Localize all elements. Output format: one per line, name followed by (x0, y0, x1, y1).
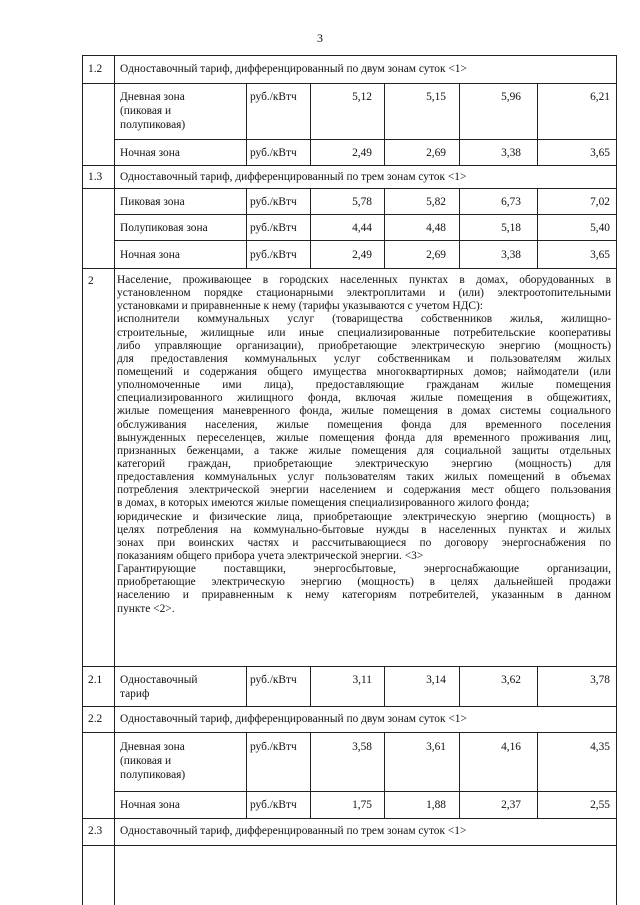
tariff-value: 3,61 (426, 741, 446, 753)
rule (537, 188, 538, 268)
rule (310, 666, 311, 706)
description-line: вынужденных переселенцев, жилые помещения фонда для временного проживания лиц, (117, 431, 611, 444)
tariff-value: 3,38 (501, 249, 521, 261)
rule (384, 732, 385, 818)
row-number: 2.2 (88, 713, 103, 725)
tariff-value: 1,88 (426, 799, 446, 811)
tariff-value: 5,15 (426, 91, 446, 103)
description-line: предоставления коммунальных услуг пользователям таких жилых помещений в объемах (117, 471, 611, 484)
tariff-value: 2,69 (426, 147, 446, 159)
description-line: исполнители коммунальных услуг (товарищества собственников жилья, жилищно- (117, 313, 611, 326)
rule (310, 732, 311, 818)
unit-cell: руб./кВтч (250, 147, 297, 159)
tariff-value: 5,82 (426, 196, 446, 208)
rule (82, 268, 616, 269)
zone-label: полупиковая) (120, 119, 186, 131)
tariff-value: 5,12 (352, 91, 372, 103)
rule (537, 83, 538, 165)
tariff-value: 4,16 (501, 741, 521, 753)
unit-cell: руб./кВтч (250, 674, 297, 686)
unit-cell: руб./кВтч (250, 249, 297, 261)
row-number: 2.1 (88, 674, 103, 686)
rule (82, 55, 616, 56)
description-line: установленном порядке стационарными электроплитами и (или) электроотопительными (117, 287, 611, 300)
rule (82, 188, 616, 189)
tariff-value: 4,48 (426, 222, 446, 234)
description-line: категорий граждан, приобретающие электрическую энергию (мощность) для (117, 457, 611, 470)
unit-cell: руб./кВтч (250, 222, 297, 234)
description-line: целях потребления на коммунально-бытовые нужды в населенных пунктах и жилых (117, 523, 611, 536)
description-line: жилые помещения маневренного фонда, жилые помещения в домах системы социального (117, 405, 611, 418)
description-line: либо управляющие организации), приобретающие электрическую энергию (мощность) (117, 339, 611, 352)
description-line: приобретающие электрическую энергию (мощность) в целях дальнейшей продажи (117, 576, 611, 589)
rule (82, 165, 616, 166)
rule (459, 732, 460, 818)
rule (459, 666, 460, 706)
rule (384, 666, 385, 706)
zone-label: Одноставочный (120, 674, 198, 686)
description-line: зонах при воинских частях и рассчитывающиеся по договору энергоснабжения по (117, 536, 611, 549)
page-number: 3 (317, 31, 323, 45)
description-line: строительные, жилищные или иные специализированные потребительские кооперативы (117, 326, 611, 339)
description-line: Гарантирующие поставщики, энергосбытовые, энергоснабжающие организации, (117, 563, 611, 576)
description-line: специализированного жилищного фонда, включая жилые помещения в общежитиях, (117, 392, 611, 405)
tariff-value: 3,14 (426, 674, 446, 686)
rule (310, 83, 311, 165)
rule (114, 791, 616, 792)
zone-label: Полупиковая зона (120, 222, 208, 234)
description-line: признанных беженцами, а также жилые помещения для социальной защиты отдельных (117, 444, 611, 457)
tariff-value: 3,58 (352, 741, 372, 753)
description-line: пункте <2>. (117, 602, 175, 615)
tariff-value: 5,40 (590, 222, 610, 234)
tariff-value: 3,11 (352, 674, 372, 686)
description-line: для предоставления коммунальных услуг собственникам и пользователям жилых (117, 352, 611, 365)
rule (310, 188, 311, 268)
zone-label: Дневная зона (120, 91, 185, 103)
unit-cell: руб./кВтч (250, 799, 297, 811)
description-line: помещений и содержания общего имущества многоквартирных домов; наймодатели (или (117, 365, 611, 378)
unit-cell: руб./кВтч (250, 741, 297, 753)
zone-label: Ночная зона (120, 147, 180, 159)
rule (82, 706, 616, 707)
rule (114, 240, 616, 241)
description-line: уполномоченные ими лица), предоставляющие гражданам жилые помещения (117, 379, 611, 392)
zone-label: полупиковая) (120, 769, 186, 781)
tariff-value: 3,62 (501, 674, 521, 686)
row-number: 1.3 (88, 171, 103, 183)
row-number: 2 (88, 275, 94, 287)
unit-cell: руб./кВтч (250, 196, 297, 208)
unit-cell: руб./кВтч (250, 91, 297, 103)
zone-label: Дневная зона (120, 741, 185, 753)
zone-label: (пиковая и (120, 755, 172, 767)
tariff-value: 4,35 (590, 741, 610, 753)
rule (246, 83, 247, 165)
row-title: Одноставочный тариф, дифференцированный по трем зонам суток <1> (120, 825, 467, 837)
rule (537, 732, 538, 818)
rule (246, 666, 247, 706)
rule (384, 83, 385, 165)
tariff-value: 2,49 (352, 249, 372, 261)
description-line: установками и приравненные к нему (тарифы указываются с учетом НДС): (117, 300, 483, 313)
row-title: Одноставочный тариф, дифференцированный по двум зонам суток <1> (120, 713, 467, 725)
rule (82, 818, 616, 819)
rule (246, 732, 247, 818)
row-title: Одноставочный тариф, дифференцированный по трем зонам суток <1> (120, 171, 467, 183)
tariff-value: 2,55 (590, 799, 610, 811)
zone-label: Ночная зона (120, 799, 180, 811)
tariff-value: 1,75 (352, 799, 372, 811)
rule (459, 83, 460, 165)
tariff-value: 3,65 (590, 249, 610, 261)
rule (82, 732, 616, 733)
tariff-value: 3,78 (590, 674, 610, 686)
zone-label: Пиковая зона (120, 196, 185, 208)
description-line: показаниям общего прибора учета электрической энергии. <3> (117, 549, 424, 562)
row-number: 2.3 (88, 825, 103, 837)
zone-label: тариф (120, 688, 150, 700)
tariff-value: 5,18 (501, 222, 521, 234)
rule (114, 55, 115, 905)
tariff-value: 3,65 (590, 147, 610, 159)
row-2-description (117, 274, 611, 616)
row-number: 1.2 (88, 63, 103, 75)
zone-label: (пиковая и (120, 105, 172, 117)
description-line: потребления электрической энергии населением и содержания мест общего пользования (117, 484, 611, 497)
tariff-value: 3,38 (501, 147, 521, 159)
rule (537, 666, 538, 706)
rule (246, 188, 247, 268)
rule (459, 188, 460, 268)
description-line: в домах, в которых имеются жилые помещения специализированного жилого фонда; (117, 497, 530, 510)
rule (114, 214, 616, 215)
rule (82, 666, 616, 667)
description-line: обслуживания населения, жилые помещения фонда для временного поселения (117, 418, 611, 431)
row-title: Одноставочный тариф, дифференцированный по двум зонам суток <1> (120, 63, 467, 75)
rule (384, 188, 385, 268)
tariff-value: 6,21 (590, 91, 610, 103)
description-line: Население, проживающее в городских населенных пунктах в домах, оборудованных в (117, 274, 611, 286)
zone-label: Ночная зона (120, 249, 180, 261)
tariff-value: 2,37 (501, 799, 521, 811)
tariff-value: 7,02 (590, 196, 610, 208)
tariff-value: 4,44 (352, 222, 372, 234)
tariff-value: 5,96 (501, 91, 521, 103)
rule (82, 83, 616, 84)
rule (82, 845, 616, 846)
description-line: юридические и физические лица, приобретающие электрическую энергию (мощность) в (117, 510, 611, 523)
tariff-value: 5,78 (352, 196, 372, 208)
tariff-value: 2,69 (426, 249, 446, 261)
description-line: населению и приравненным к нему категориям потребителей, указанным в данном (117, 589, 611, 602)
tariff-value: 2,49 (352, 147, 372, 159)
tariff-value: 6,73 (501, 196, 521, 208)
rule (114, 139, 616, 140)
